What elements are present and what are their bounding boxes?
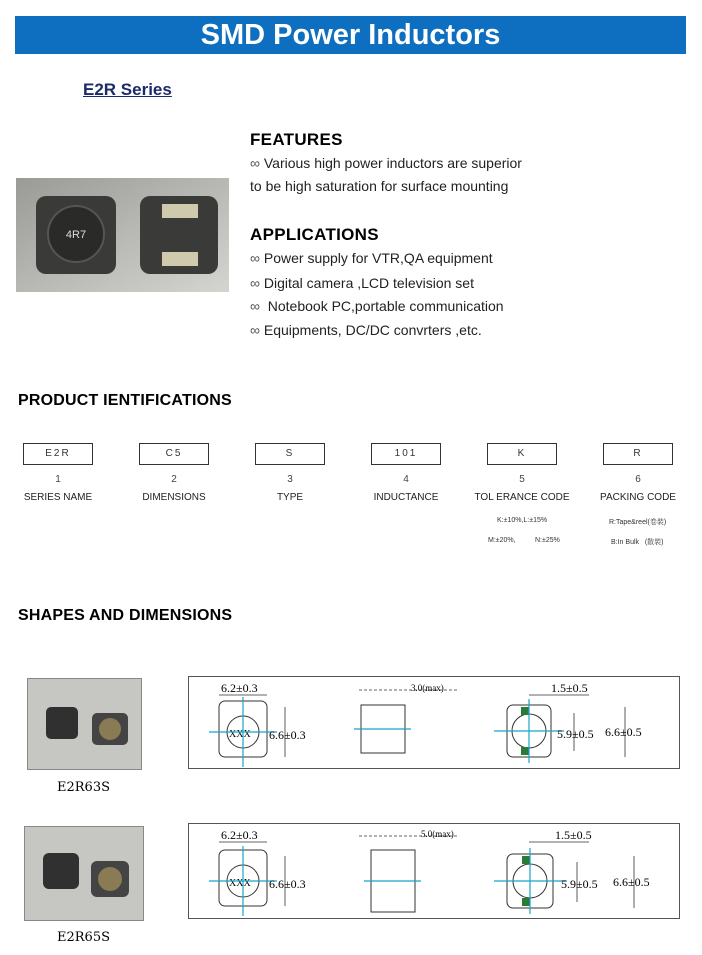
code-box-inductance: 101 — [371, 443, 441, 465]
pad-length-dim: 5.9±0.5 — [561, 877, 598, 891]
code-box-tolerance: K — [487, 443, 557, 465]
bullet-symbol: ∞ — [250, 250, 260, 266]
height-dim: 6.6±0.3 — [269, 728, 306, 742]
feature-line-2: to be high saturation for surface mounting — [250, 178, 509, 194]
height-dim: 6.6±0.3 — [269, 877, 306, 891]
product-identifications-heading: PRODUCT IENTIFICATIONS — [18, 392, 232, 409]
bullet-symbol: ∞ — [250, 275, 260, 291]
application-item: ∞ Notebook PC,portable communication — [250, 298, 504, 314]
applications-heading: APPLICATIONS — [250, 225, 379, 244]
code-label: DIMENSIONS — [142, 492, 206, 503]
model-name: E2R63S — [57, 780, 110, 795]
code-number: 2 — [171, 474, 177, 485]
thickness-dim: 5.0(max) — [421, 829, 454, 839]
pad-gap-dim: 1.5±0.5 — [555, 828, 592, 842]
inductor-mark: 4R7 — [65, 229, 87, 241]
model-photo-graphic — [25, 827, 143, 920]
code-box-dimensions: C5 — [139, 443, 209, 465]
pad-total-dim: 6.6±0.5 — [605, 725, 642, 739]
product-photo — [16, 178, 229, 292]
bullet-symbol: ∞ — [250, 298, 260, 314]
application-item: ∞ Power supply for VTR,QA equipment — [250, 250, 493, 266]
code-number: 5 — [519, 474, 525, 485]
application-item: ∞ Digital camera ,LCD television set — [250, 275, 474, 291]
code-number: 4 — [403, 474, 409, 485]
dimension-drawing-box — [188, 676, 680, 769]
width-dim: 6.2±0.3 — [221, 681, 258, 695]
model-name: E2R65S — [57, 930, 110, 945]
code-label: SERIES NAME — [23, 492, 93, 503]
model-photo — [24, 826, 144, 921]
tolerance-note: M:±20%, — [488, 537, 516, 544]
packing-note: B:In Bulk (散裝) — [611, 539, 664, 546]
pad-length-dim: 5.9±0.5 — [557, 727, 594, 741]
bullet-symbol: ∞ — [250, 322, 260, 338]
center-mark: XXX — [229, 878, 251, 889]
pad-total-dim: 6.6±0.5 — [613, 875, 650, 889]
dimension-drawing — [189, 824, 679, 918]
page-title-banner: SMD Power Inductors — [15, 16, 686, 54]
code-number: 6 — [635, 474, 641, 485]
features-heading: FEATURES — [250, 130, 343, 149]
tolerance-note: N:±25% — [535, 537, 560, 544]
series-title: E2R Series — [83, 80, 172, 99]
inductor-photo-graphic — [16, 178, 229, 292]
code-label: TOL ERANCE CODE — [474, 492, 570, 503]
dimension-drawing — [189, 677, 679, 768]
code-number: 3 — [287, 474, 293, 485]
code-label: TYPE — [276, 492, 304, 503]
code-label: PACKING CODE — [600, 492, 676, 503]
code-box-series: E2R — [23, 443, 93, 465]
feature-line-1: ∞ Various high power inductors are superior — [250, 155, 522, 171]
tolerance-note: K:±10%,L:±15% — [497, 517, 548, 524]
model-photo — [27, 678, 142, 770]
code-label: INDUCTANCE — [373, 492, 439, 503]
bullet-symbol: ∞ — [250, 155, 260, 171]
width-dim: 6.2±0.3 — [221, 828, 258, 842]
application-item: ∞ Equipments, DC/DC convrters ,etc. — [250, 322, 482, 338]
code-box-type: S — [255, 443, 325, 465]
code-box-packing: R — [603, 443, 673, 465]
code-number: 1 — [55, 474, 61, 485]
pad-gap-dim: 1.5±0.5 — [551, 681, 588, 695]
dimension-drawing-box — [188, 823, 680, 919]
model-photo-graphic — [28, 679, 141, 769]
shapes-heading: SHAPES AND DIMENSIONS — [18, 607, 233, 624]
thickness-dim: 3.0(max) — [411, 683, 444, 693]
center-mark: XXX — [229, 729, 251, 740]
packing-note: R:Tape&reel(卷裝) — [609, 519, 667, 526]
